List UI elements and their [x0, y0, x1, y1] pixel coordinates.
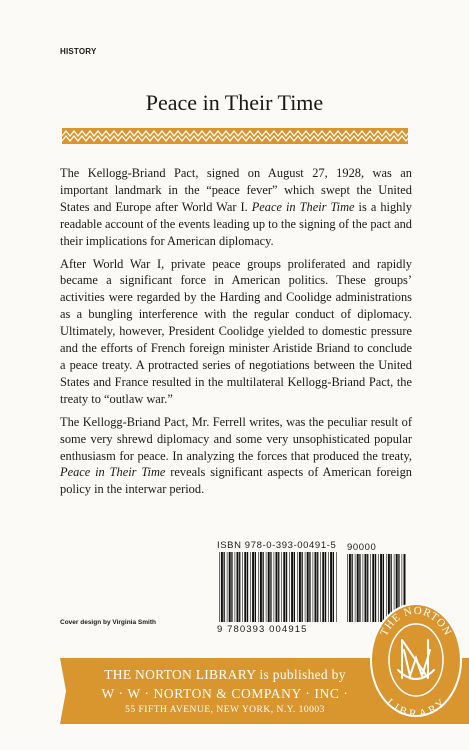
- paragraph-3-seg-1: The Kellogg-Briand Pact, Mr. Ferrell writes, was the peculiar result of some very shrewd diplomacy and some very unsophisticated popular enthusiasm for peace. In analyzing the forces that produced the treaty,: [60, 414, 412, 463]
- paragraph-2-seg-1: After World War I, private peace groups proliferated and rapidly became a significant force in American politics. These groups’ activities were regarded by the Harding and Coolidge administrations as a bungling interference with the regular conduct of diplomacy. Ultimately, however, President Coolidge yielded to domestic pressure and the efforts of French foreign minister Aristide Briand to conclude a peace treaty. A protracted series of negotiations between the United States and France resulted in the multilateral Kellogg-Briand Pact, the treaty to “outlaw war.”: [60, 256, 412, 406]
- paragraph-1: [60, 165, 412, 250]
- page-title: Peace in Their Time: [145, 90, 324, 115]
- norton-library-seal-icon: [368, 600, 464, 718]
- seal-text-top: THE NORTON: [378, 604, 454, 639]
- isbn-label: ISBN 978-0-393-00491-5: [217, 540, 337, 551]
- series-name: THE NORTON LIBRARY: [104, 667, 256, 682]
- description-body: [60, 165, 412, 498]
- publisher-banner-text: [60, 658, 390, 724]
- publisher-name: W · W · NORTON & COMPANY · INC ·: [101, 686, 349, 701]
- seal-text-bottom: LIBRARY: [383, 696, 449, 718]
- ean-digits: 9 780393 004915: [217, 624, 308, 635]
- zigzag-ornament-icon: [62, 128, 408, 144]
- publisher-address: 55 FIFTH AVENUE, NEW YORK, N.Y. 10003: [125, 705, 325, 715]
- paragraph-2: [60, 256, 412, 408]
- paragraph-1-seg-3: is a highly readable account of the events leading up to the signing of the pact and their implications for American diplomacy.: [60, 199, 412, 248]
- banner-line-1: [60, 667, 390, 683]
- paragraph-1-book-title: Peace in Their Time: [251, 199, 355, 214]
- paragraph-3-seg-3: reveals significant aspects of American foreign policy in the interwar period.: [60, 465, 412, 497]
- barcode-icon: [219, 552, 339, 622]
- banner-line-1-rest: is published by: [255, 667, 346, 682]
- paragraph-3: [60, 414, 412, 499]
- ornamental-border: [62, 128, 408, 144]
- cover-credit: Cover design by Virginia Smith: [60, 619, 156, 626]
- price-code: 90000: [347, 542, 377, 553]
- paragraph-1-seg-1: The Kellogg-Briand Pact, signed on August 27, 1928, was an important landmark in the “peace fever” which swept the United States and Europe after World War I.: [60, 166, 412, 214]
- paragraph-3-book-title: Peace in Their Time: [60, 465, 166, 480]
- category-label: HISTORY: [60, 47, 97, 56]
